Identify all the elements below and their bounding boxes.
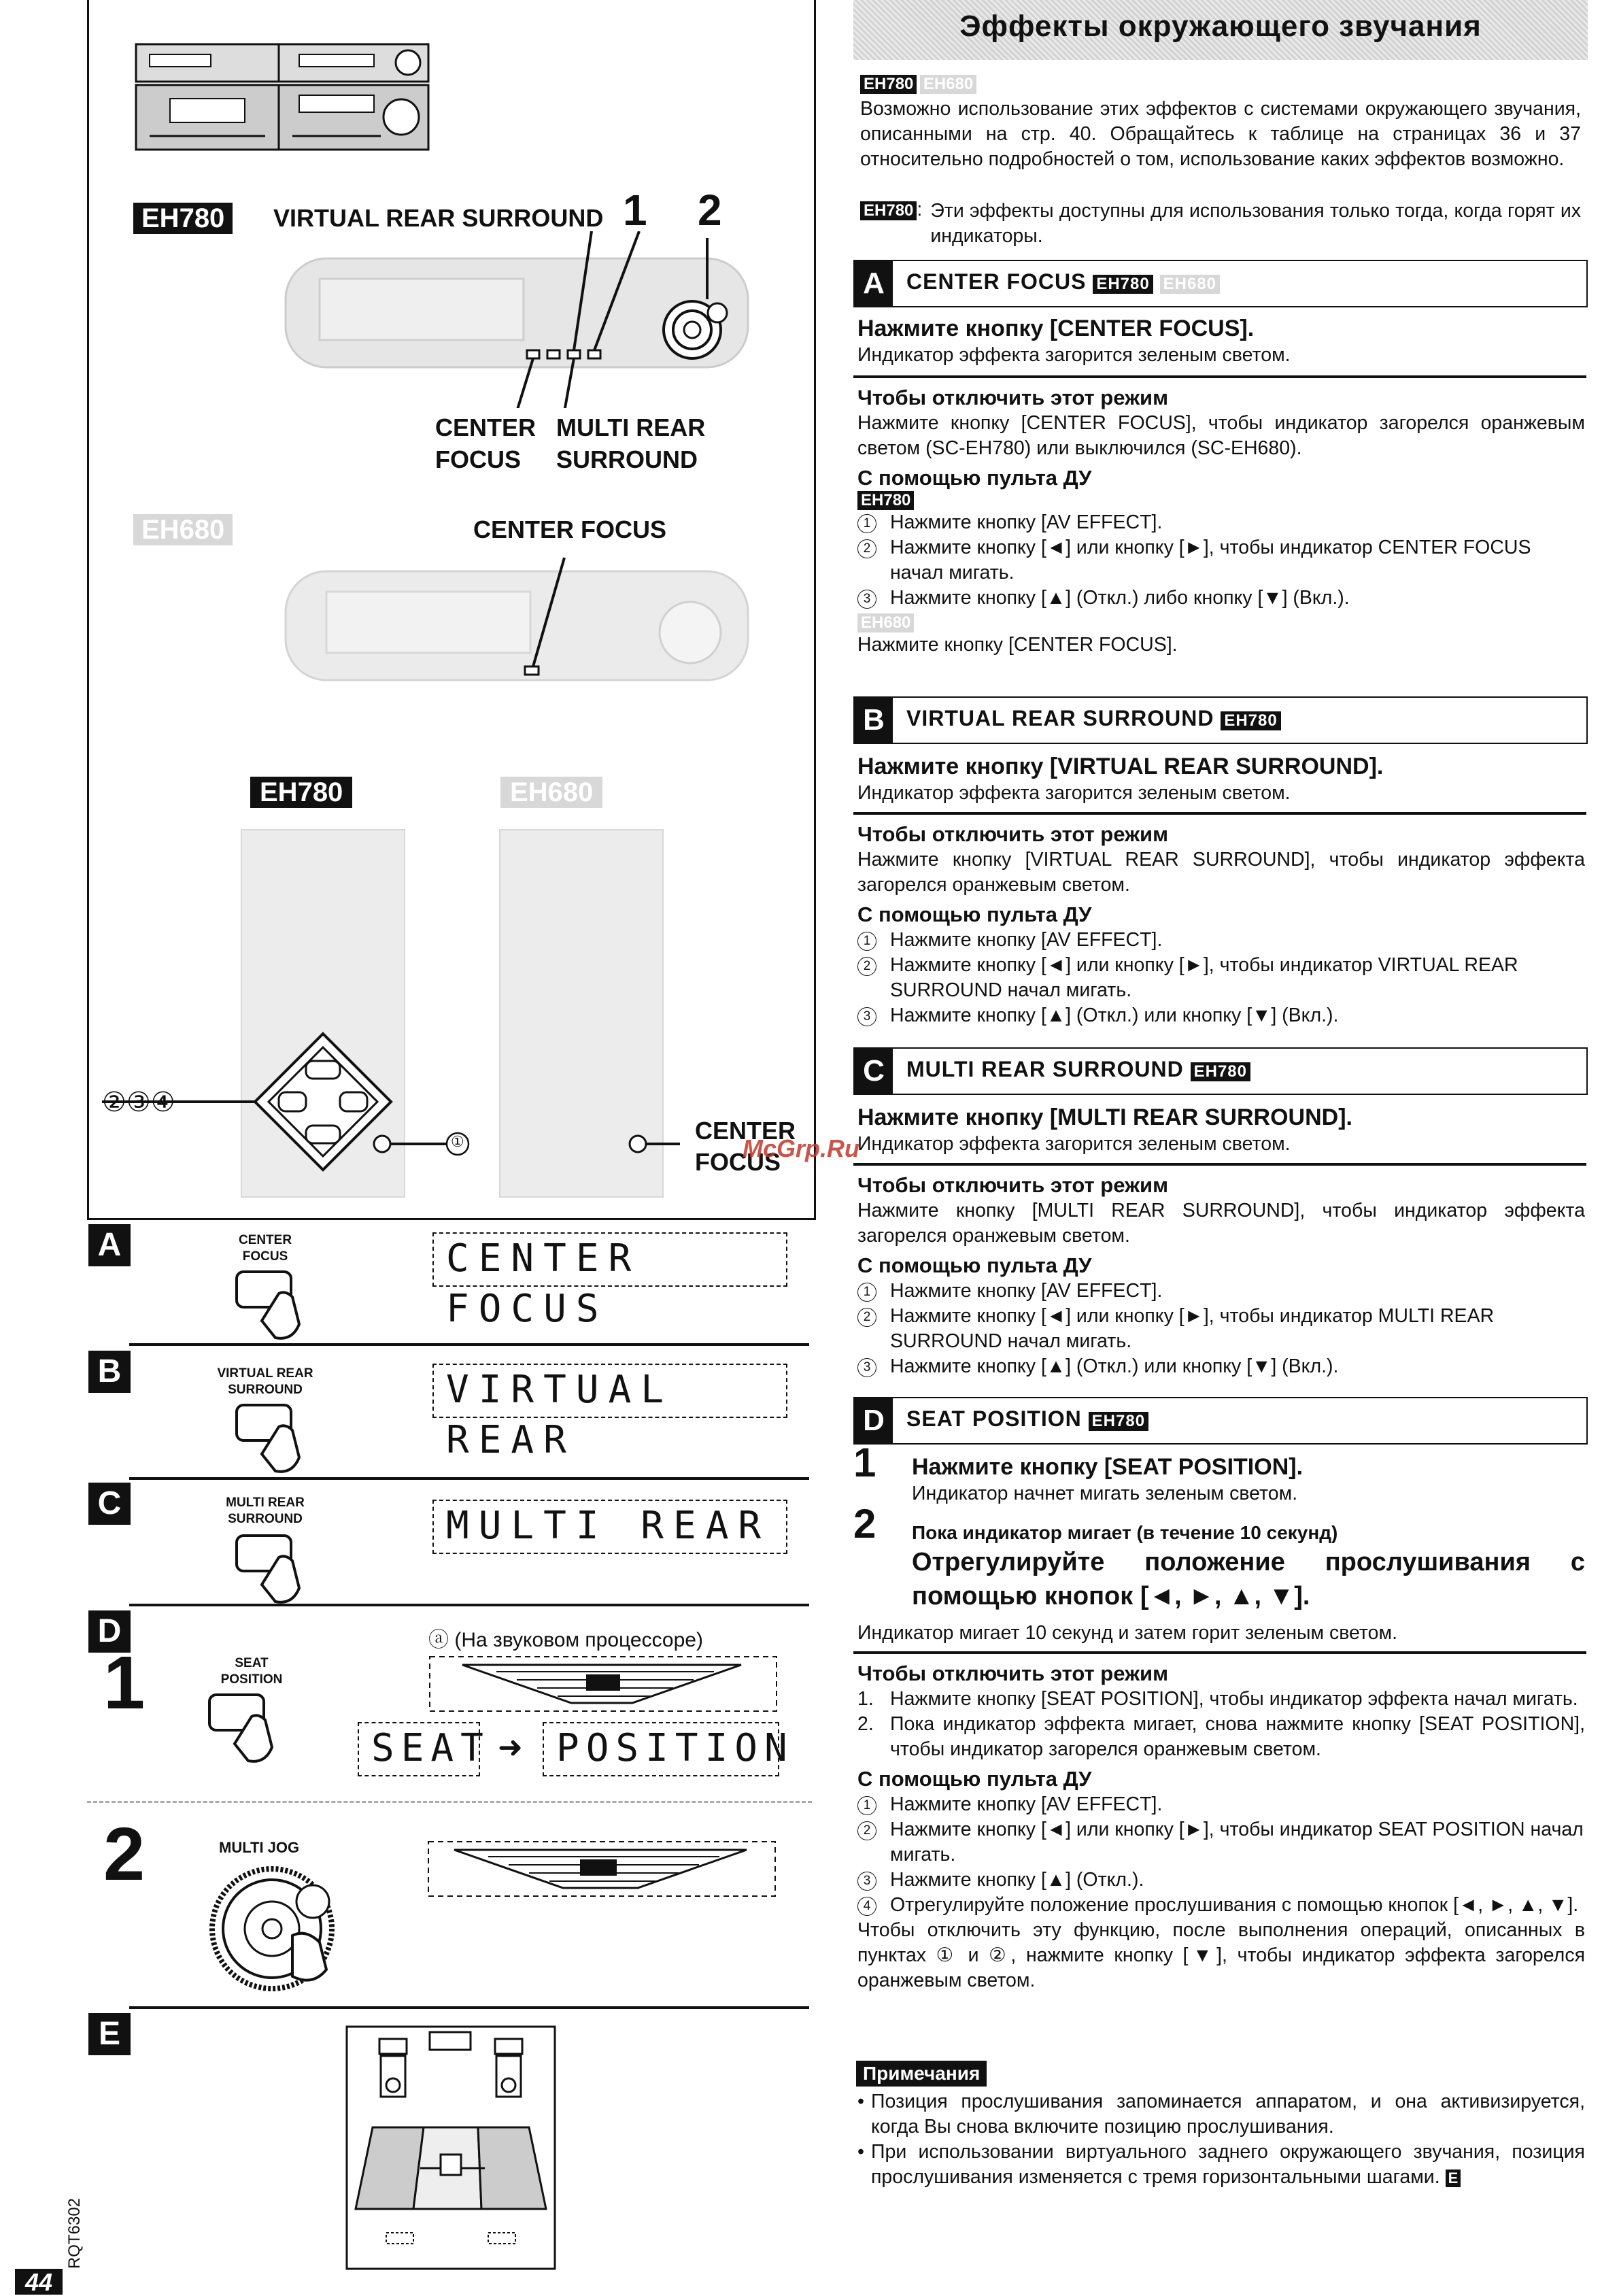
step-1: Нажмите кнопку [SEAT POSITION]. Индикатор начнет мигать зеленым светом. (912, 1454, 1303, 1504)
seat-position-display (428, 1655, 779, 1713)
seat-position-button-label: SEAT POSITION (220, 1656, 283, 1687)
step-2-sub: Индикатор мигает 10 секунд и затем горит зеленым светом. (857, 1622, 1398, 1644)
virtual-rear-label: VIRTUAL REAR SURROUND (273, 204, 604, 232)
section-c-header: C MULTI REAR SURROUND EH780 (853, 1047, 1588, 1095)
remote-step-one: ① (451, 1133, 464, 1150)
step-1-number: 1 (853, 1440, 876, 1485)
eh780-remote-badge: EH780 (250, 777, 352, 808)
center-focus-button-label: CENTER FOCUS (238, 1233, 292, 1264)
center-focus-callout: CENTER FOCUS (435, 413, 536, 473)
section-c-off: Чтобы отключить этот режим Нажмите кнопку [MULTI REAR SURROUND], чтобы индикатор эффекта загорелся оранжевым светом. С помощью пульта ДУ 1 Нажмите кнопку [AV EFFECT]. 2 Нажмите кнопку [◄] или кнопку [►], чтобы индикатор MULTI REAR SURROUND начал мигать. 3 Нажмите кнопку [▲] (Откл.) или кнопку [▼] (Вкл.). (857, 1173, 1585, 1377)
section-b-body: Нажмите кнопку [VIRTUAL REAR SURROUND]. Индикатор эффекта загорится зеленым светом. (857, 754, 1384, 804)
row-divider (129, 2006, 809, 2009)
section-c-body: Нажмите кнопку [MULTI REAR SURROUND]. Индикатор эффекта загорится зеленым светом. (857, 1104, 1352, 1155)
section-a-header: A CENTER FOCUS EH780 EH680 (853, 260, 1588, 307)
virtual-rear-button[interactable] (231, 1400, 326, 1474)
stereo-system-illustration (129, 34, 442, 156)
row-d-letter: D (88, 1610, 131, 1653)
row-e-letter: E (88, 2013, 131, 2055)
seat-position-layout-diagram (345, 2025, 556, 2270)
row-d-step-1: 1 (103, 1641, 146, 1725)
eh780-badge: EH780 (133, 203, 233, 234)
section-b-off: Чтобы отключить этот режим Нажмите кнопку [VIRTUAL REAR SURROUND], чтобы индикатор эффекта загорелся оранжевым светом. С помощью пульта ДУ 1 Нажмите кнопку [AV EFFECT]. 2 Нажмите кнопку [◄] или кнопку [►], чтобы индикатор VIRTUAL REAR SURROUND начал мигать. 3 Нажмите кнопку [▲] (Откл.) или кнопку [▼] (Вкл.). (857, 822, 1585, 1026)
virtual-rear-button-label: VIRTUAL REAR SURROUND (217, 1366, 313, 1397)
processor-note: ⓐ (На звуковом процессоре) (428, 1629, 703, 1651)
rule (853, 812, 1586, 815)
page-title: Эффекты окружающего звучания (959, 10, 1482, 43)
remote-step-refs: ②③④ (102, 1087, 175, 1117)
seat-position-button[interactable] (204, 1689, 299, 1764)
document-code: RQT6302 (65, 2197, 84, 2269)
section-a-body: Нажмите кнопку [CENTER FOCUS]. Индикатор эффекта загорится зеленым светом. (857, 316, 1291, 366)
lcd-seat: SEAT (358, 1722, 480, 1776)
row-d-step-2: 2 (103, 1812, 146, 1896)
watermark: McGrp.Ru (743, 1134, 860, 1162)
center-focus-button[interactable] (231, 1266, 326, 1341)
notes-title: Примечания (856, 2061, 987, 2087)
intro-tags (860, 75, 976, 94)
step-2: Пока индикатор мигает (в течение 10 секунд) Отрегулируйте положение прослушивания с помощью кнопок [◄, ►, ▲, ▼]. (912, 1522, 1585, 1610)
section-d-header: D SEAT POSITION EH780 (853, 1397, 1588, 1445)
row-divider (129, 1477, 809, 1480)
row-b-letter: B (88, 1351, 131, 1393)
multi-rear-button[interactable] (231, 1530, 326, 1605)
lcd-position: POSITION (543, 1722, 779, 1776)
lcd-virtual-rear: VIRTUAL REAR (432, 1364, 787, 1418)
section-d-off: Чтобы отключить этот режим 1. Нажмите кнопку [SEAT POSITION], чтобы индикатор эффекта начал мигать. 2. Пока индикатор эффекта мигает, снова нажмите кнопку [SEAT POSITION], чтобы индикатор загорелся оранжевым светом. С помощью пульта ДУ 1 Нажмите кнопку [AV EFFECT]. 2 Нажмите кнопку [◄] или кнопку [►], чтобы индикатор SEAT POSITION начал мигать. 3 Нажмите кнопку [▲] (Откл.). 4 Отрегулируйте положение прослушивания с помощью кнопок [◄, ►, ▲, ▼]. Чтобы отключить эту функцию, после выполнения операций, описанных в пунктах ① и ②, нажмите кнопку [▼], чтобы индикатор эффекта загорелся оранжевым светом. (857, 1661, 1585, 1991)
text-column (853, 0, 1588, 2291)
eh680-front-panel (272, 551, 762, 707)
title-band (853, 0, 1588, 60)
center-focus-label: CENTER FOCUS (473, 516, 667, 543)
callout-1: 1 (623, 186, 647, 235)
lcd-center-focus: CENTER FOCUS (432, 1232, 787, 1287)
multi-rear-callout: MULTI REAR SURROUND (556, 413, 706, 473)
seat-position-display-2 (427, 1840, 777, 1898)
eh780-front-panel (272, 231, 762, 408)
multi-jog-dial[interactable] (204, 1861, 354, 1997)
eh780-tag: EH780 (860, 75, 917, 94)
rule (853, 1163, 1586, 1166)
section-b-header: B VIRTUAL REAR SURROUND EH780 (853, 696, 1588, 744)
dashed-divider (87, 1801, 812, 1803)
intro-paragraph: Возможно использование этих эффектов с системами окружающего звучания, описанными на стр. 40. Обращайтесь к таблице на страницах 36 и 37 относительно подробностей о том, использование каких эффектов возможно. (860, 98, 1581, 170)
eh680-badge: EH680 (133, 514, 233, 545)
eh680-remote-badge: EH680 (500, 777, 602, 808)
eh680-tag: EH680 (920, 75, 976, 94)
intro-note: EH780 : Эти эффекты доступны для использования только тогда, когда горят их индикаторы. (860, 199, 1581, 249)
rule (853, 1651, 1586, 1654)
multi-jog-label: MULTI JOG (219, 1839, 300, 1856)
multi-rear-button-label: MULTI REAR SURROUND (226, 1496, 305, 1526)
step-2-number: 2 (853, 1501, 876, 1547)
rule (853, 375, 1586, 378)
row-divider (129, 1604, 809, 1606)
row-a-letter: A (88, 1224, 131, 1266)
lcd-multi-rear: MULTI REAR (432, 1500, 787, 1554)
remote-center-focus-callout: CENTER FOCUS (695, 1117, 796, 1176)
document-code-holder (58, 2197, 86, 2269)
section-a-off: Чтобы отключить этот режим Нажмите кнопку [CENTER FOCUS], чтобы индикатор загорелся оранжевым светом (SC-EH780) или выключился (SC-EH680). С помощью пульта ДУ EH780 1 Нажмите кнопку [AV EFFECT]. 2 Нажмите кнопку [◄] или кнопку [►], чтобы индикатор CENTER FOCUS начал мигать. 3 Нажмите кнопку [▲] (Откл.) либо кнопку [▼] (Вкл.). EH680 Нажмите кнопку [CENTER FOCUS]. (857, 386, 1585, 656)
row-divider (129, 1343, 809, 1346)
arrow-icon: ➜ (498, 1731, 523, 1764)
page-number: 44 (15, 2269, 63, 2295)
row-c-letter: C (88, 1483, 131, 1525)
notes-list: • Позиция прослушивания запоминается аппаратом, и она активизируется, когда Вы снова включите позицию прослушивания. • При использовании виртуального заднего окружающего звучания, позиция прослушивания изменяется с тремя горизонтальными шагами. E (857, 2091, 1585, 2188)
callout-2: 2 (698, 186, 722, 235)
